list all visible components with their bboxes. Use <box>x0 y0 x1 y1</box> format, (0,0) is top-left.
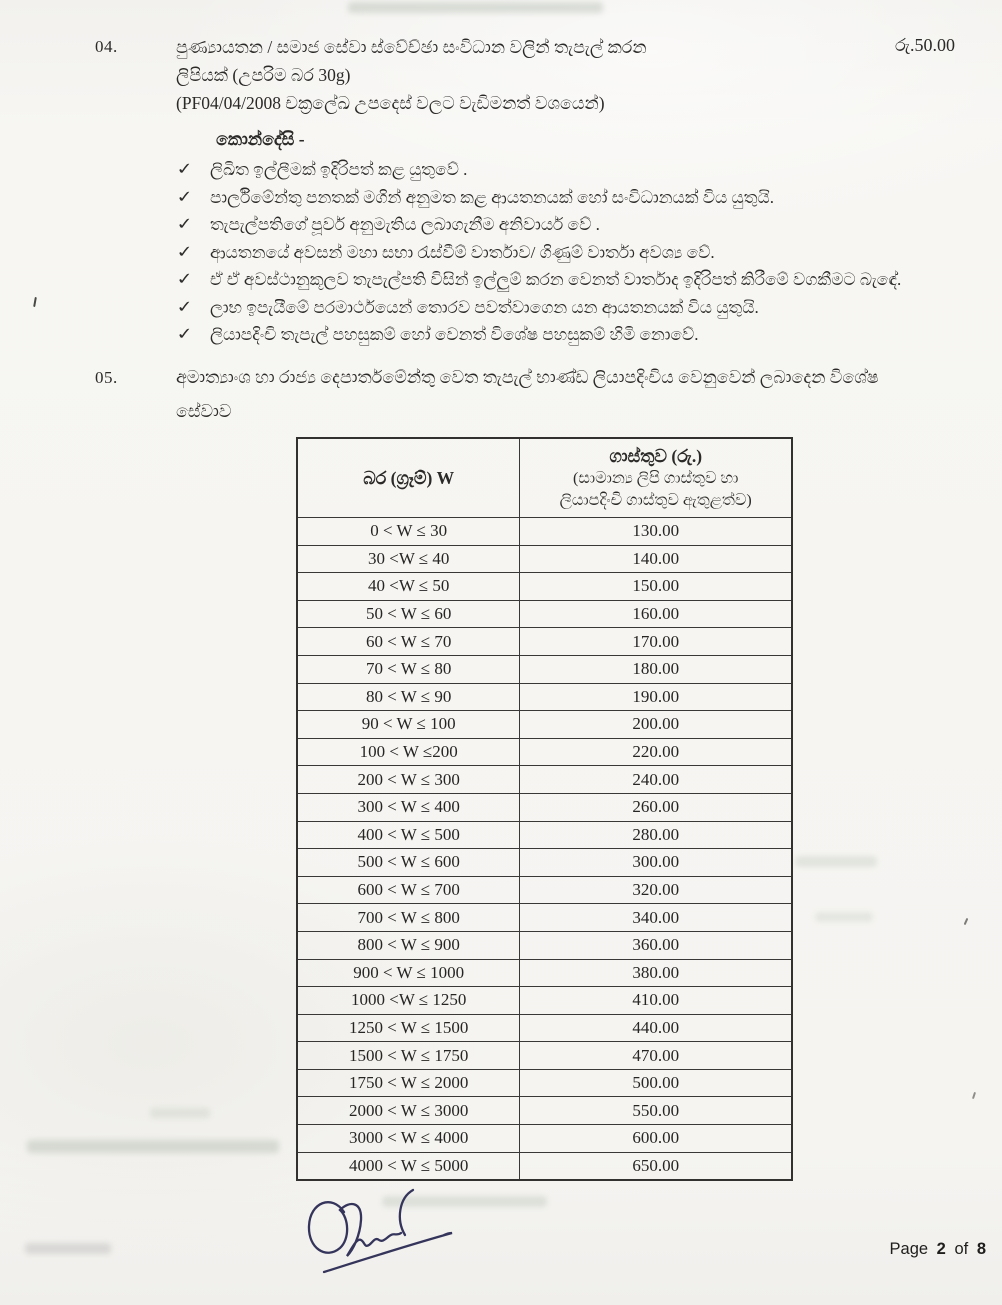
item-04-number: 04. <box>95 37 118 56</box>
condition-text: ලිඛිත ඉල්ලීමක් ඉදිරිපත් කළ යුතුවේ . <box>210 160 468 179</box>
table-row <box>297 1125 792 1153</box>
fee-cell: 650.00 <box>520 1152 792 1180</box>
fee-header-sub-2: ලියාපදිංචි ගාස්තුව ඇතුළත්ව) <box>559 492 752 509</box>
checkmark-icon: ✓ <box>175 160 194 179</box>
bleed-through-artifact <box>795 856 877 867</box>
table-row <box>297 1097 792 1125</box>
conditions-title: කොන්දේසි - <box>216 129 305 149</box>
stray-ink-mark <box>964 918 969 925</box>
stray-ink-mark <box>33 297 37 307</box>
table-row <box>297 1152 792 1180</box>
condition-item <box>175 239 918 267</box>
item-04-fee: රු.50.00 <box>895 35 956 55</box>
weight-range-cell: 1250 < W ≤ 1500 <box>297 1014 520 1042</box>
weight-range-cell: 1750 < W ≤ 2000 <box>297 1069 520 1097</box>
bleed-through-artifact <box>27 1140 279 1153</box>
weight-range-cell: 1500 < W ≤ 1750 <box>297 1042 520 1070</box>
table-row <box>297 793 792 821</box>
table-row <box>297 545 792 573</box>
weight-range-cell: 50 < W ≤ 60 <box>297 600 520 628</box>
table-row <box>297 821 792 849</box>
checkmark-icon: ✓ <box>175 215 194 234</box>
weight-range-cell: 400 < W ≤ 500 <box>297 821 520 849</box>
fee-cell: 410.00 <box>520 987 792 1015</box>
fee-header-title: ගාස්තුව (රු.) <box>609 446 703 466</box>
table-row <box>297 573 792 601</box>
footer-word-page: Page <box>889 1240 929 1258</box>
table-row <box>297 1069 792 1097</box>
fee-cell: 550.00 <box>520 1097 792 1125</box>
bleed-through-artifact <box>25 1243 111 1254</box>
table-row <box>297 738 792 766</box>
weight-range-cell: 200 < W ≤ 300 <box>297 766 520 794</box>
fee-cell: 140.00 <box>520 545 792 573</box>
fee-header-sub-1: (සාමාන්‍ය ලිපි ගාස්තුව හා <box>572 470 739 487</box>
fee-cell: 470.00 <box>520 1042 792 1070</box>
bleed-through-artifact <box>348 2 603 13</box>
table-row <box>297 987 792 1015</box>
fee-cell: 190.00 <box>520 683 792 711</box>
weight-range-cell: 500 < W ≤ 600 <box>297 849 520 877</box>
fee-cell: 240.00 <box>520 766 792 794</box>
weight-range-cell: 100 < W ≤200 <box>297 738 520 766</box>
item-04-line-2: ලිපියක් (උපරිම බර 30g) <box>176 65 351 85</box>
checkmark-icon: ✓ <box>175 325 194 344</box>
table-row <box>297 1014 792 1042</box>
item-05-text: අමාත්‍යාංශ හා රාජ්‍ය දෙපාර්තමේන්තු වෙත තැපැල් භාණ්ඩ ලියාපදිංචිය වෙනුවෙන් ලබාදෙන විශේෂ සේවාව <box>176 367 879 421</box>
condition-item <box>175 321 918 349</box>
fee-cell: 360.00 <box>520 931 792 959</box>
signature <box>300 1178 480 1282</box>
checkmark-icon: ✓ <box>175 243 194 261</box>
fee-cell: 170.00 <box>520 628 792 656</box>
item-04-line-1: පුණ්‍යායතන / සමාජ සේවා ස්වේච්ඡා සංවිධාන වලින් තැපැල් කරන <box>176 37 647 57</box>
weight-range-cell: 600 < W ≤ 700 <box>297 876 520 904</box>
condition-text: පාර්ලිමේන්තු පනතක් මගින් අනුමත කළ ආයතනයක් හෝ සංවිධානයක් විය යුතුයි. <box>210 187 774 207</box>
weight-range-cell: 3000 < W ≤ 4000 <box>297 1125 520 1153</box>
condition-item <box>175 294 918 322</box>
table-row <box>297 959 792 987</box>
item-04-body <box>176 33 647 117</box>
checkmark-icon: ✓ <box>175 298 194 316</box>
bleed-through-artifact <box>150 1108 210 1118</box>
footer-word-of: of <box>954 1240 969 1258</box>
weight-range-cell: 0 < W ≤ 30 <box>297 518 520 546</box>
table-row <box>297 683 792 711</box>
checkmark-icon: ✓ <box>175 270 194 289</box>
table-row <box>297 931 792 959</box>
conditions-list <box>175 156 918 349</box>
condition-text: ලියාපදිංචි තැපැල් පහසුකම් හෝ වෙනත් විශේෂ පහසුකම් හිමි නොවේ. <box>210 325 699 344</box>
table-header-row <box>297 438 792 518</box>
weight-range-cell: 800 < W ≤ 900 <box>297 931 520 959</box>
fee-cell: 600.00 <box>520 1125 792 1153</box>
condition-item <box>175 184 918 212</box>
condition-text: ඒ ඒ අවස්ථානුකූලව තැපැල්පති විසින් ඉල්ලුම් කරන වෙනත් වාර්තාද ඉදිරිපත් කිරීමේ වගකීමට බැඳේ. <box>210 270 902 289</box>
condition-item <box>175 266 918 294</box>
weight-range-cell: 70 < W ≤ 80 <box>297 655 520 683</box>
fee-cell: 180.00 <box>520 655 792 683</box>
table-row <box>297 766 792 794</box>
postal-fee-table <box>296 437 793 1181</box>
fee-cell: 130.00 <box>520 518 792 546</box>
condition-item <box>175 156 918 184</box>
table-row <box>297 628 792 656</box>
fee-cell: 160.00 <box>520 600 792 628</box>
weight-range-cell: 30 <W ≤ 40 <box>297 545 520 573</box>
weight-range-cell: 4000 < W ≤ 5000 <box>297 1152 520 1180</box>
fee-cell: 220.00 <box>520 738 792 766</box>
bleed-through-artifact <box>815 912 873 922</box>
weight-range-cell: 80 < W ≤ 90 <box>297 683 520 711</box>
table-row <box>297 849 792 877</box>
table-row <box>297 904 792 932</box>
fee-cell: 280.00 <box>520 821 792 849</box>
checkmark-icon: ✓ <box>175 188 194 206</box>
condition-text: ආයතනයේ අවසන් මහා සභා රැස්වීම් වාර්තාව/ ගිණුම් වාර්තා අවශ්‍ය වේ. <box>210 242 715 262</box>
table-row <box>297 518 792 546</box>
fee-cell: 200.00 <box>520 711 792 739</box>
fee-column-header <box>520 438 792 518</box>
table-row <box>297 1042 792 1070</box>
signature-scribble <box>300 1178 480 1282</box>
weight-range-cell: 1000 <W ≤ 1250 <box>297 987 520 1015</box>
fee-cell: 380.00 <box>520 959 792 987</box>
condition-text: ලාභ ඉපැයීමේ පරමාර්ථයෙන් තොරව පවත්වාගෙන යන ආයතනයක් විය යුතුයි. <box>210 297 759 317</box>
fee-cell: 300.00 <box>520 849 792 877</box>
condition-item <box>175 211 918 239</box>
weight-range-cell: 60 < W ≤ 70 <box>297 628 520 656</box>
weight-range-cell: 40 <W ≤ 50 <box>297 573 520 601</box>
fee-cell: 440.00 <box>520 1014 792 1042</box>
fee-cell: 320.00 <box>520 876 792 904</box>
weight-range-cell: 2000 < W ≤ 3000 <box>297 1097 520 1125</box>
table-row <box>297 711 792 739</box>
fee-cell: 150.00 <box>520 573 792 601</box>
weight-range-cell: 90 < W ≤ 100 <box>297 711 520 739</box>
footer-page-total: 8 <box>976 1240 986 1258</box>
weight-range-cell: 900 < W ≤ 1000 <box>297 959 520 987</box>
table-row <box>297 600 792 628</box>
footer-page-number: 2 <box>936 1240 946 1258</box>
weight-range-cell: 700 < W ≤ 800 <box>297 904 520 932</box>
table-row <box>297 876 792 904</box>
condition-text: තැපැල්පතිගේ පූර්ව අනුමැතිය ලබාගැනීම අනිවාර්ය වේ . <box>210 215 600 234</box>
fee-cell: 500.00 <box>520 1069 792 1097</box>
weight-range-cell: 300 < W ≤ 400 <box>297 793 520 821</box>
fee-cell: 340.00 <box>520 904 792 932</box>
item-05-number: 05. <box>95 368 118 387</box>
page-footer <box>890 1240 986 1259</box>
stray-ink-mark <box>972 1092 976 1099</box>
table-row <box>297 655 792 683</box>
weight-header-text: බර (ග්‍රෑම්) W <box>363 468 455 488</box>
item-04-line-3: (PF04/04/2008 චක්‍රලේඛ උපදෙස් වලට වැඩිමනත් වශයෙන්) <box>176 93 605 113</box>
fee-cell: 260.00 <box>520 793 792 821</box>
weight-column-header <box>297 438 520 518</box>
